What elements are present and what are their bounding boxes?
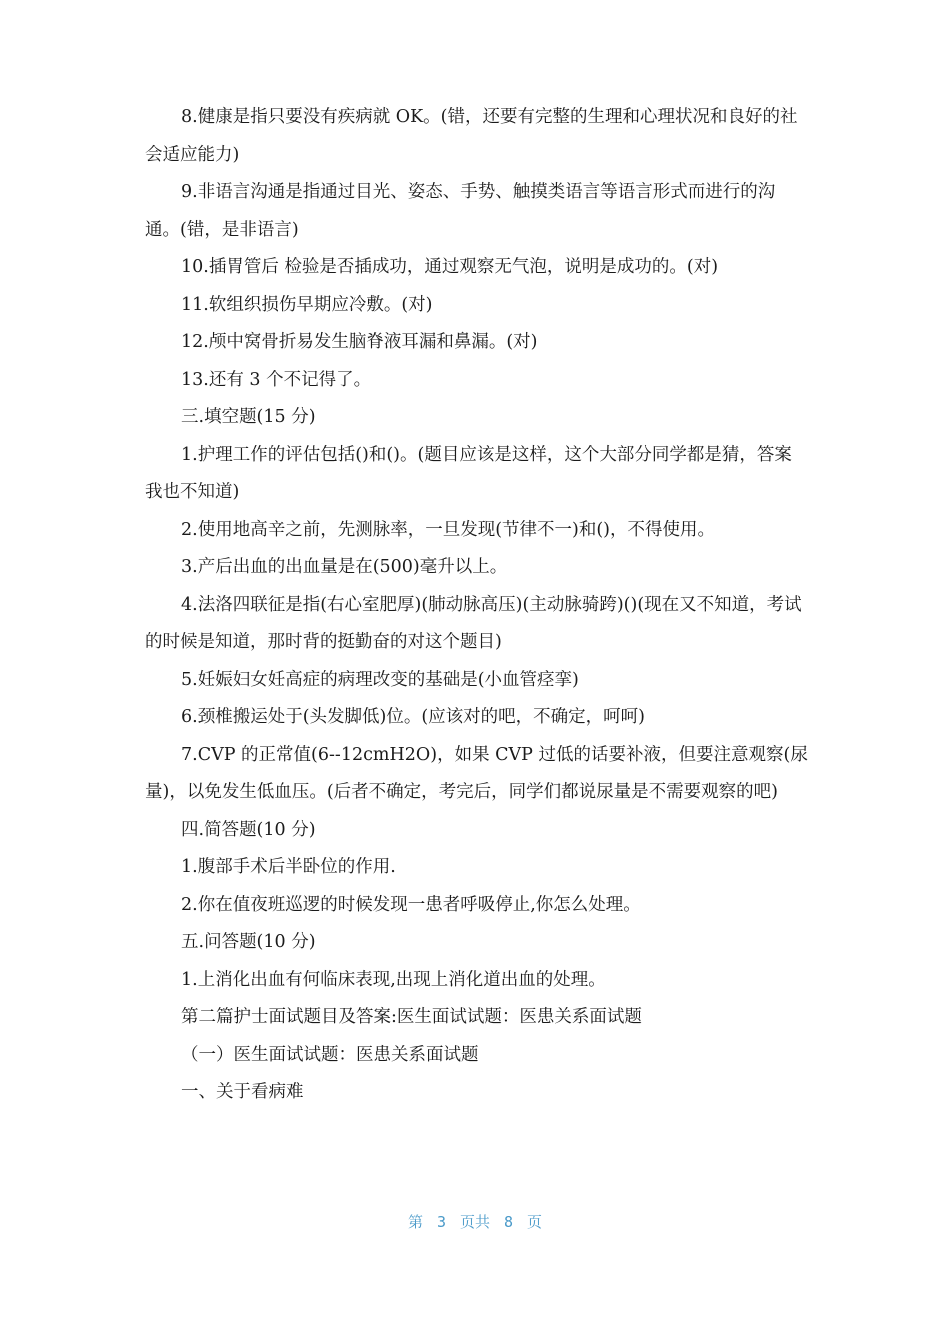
footer-word-di: 第 xyxy=(407,1213,423,1231)
paragraph-fill-in-2: 2.使用地高辛之前，先测脉率，一旦发现(节律不一)和()，不得使用。 xyxy=(181,519,716,540)
section-heading-short-answer: 四.简答题(10 分) xyxy=(181,819,316,840)
paragraph-true-false-11: 11.软组织损伤早期应冷敷。(对) xyxy=(181,294,433,315)
footer-page-total: 8 xyxy=(504,1213,514,1231)
footer-page-current: 3 xyxy=(436,1213,446,1231)
paragraph-subsection-1: （一）医生面试试题：医患关系面试题 xyxy=(181,1044,479,1065)
paragraph-short-answer-1: 1.腹部手术后半卧位的作用. xyxy=(181,857,396,877)
paragraph-true-false-9: 9.非语言沟通是指通过目光、姿态、手势、触摸类语言等语言形式而进行的沟通。(错，是非语言) xyxy=(145,182,776,240)
paragraph-fill-in-7: 7.CVP 的正常值(6--12cmH2O)，如果 CVP 过低的话要补液，但要注意观察(尿量)，以免发生低血压。(后者不确定，考完后，同学们都说尿量是不需要观察的吧) xyxy=(145,744,808,802)
paragraph-questions-1: 1.上消化出血有何临床表现,出现上消化道出血的处理。 xyxy=(181,969,606,990)
paragraph-true-false-13: 13.还有 3 个不记得了。 xyxy=(181,369,372,390)
paragraph-short-answer-2: 2.你在值夜班巡逻的时候发现一患者呼吸停止,你怎么处理。 xyxy=(181,894,641,915)
paragraph-true-false-12: 12.颅中窝骨折易发生脑脊液耳漏和鼻漏。(对) xyxy=(181,332,538,352)
section-heading-fill-in: 三.填空题(15 分) xyxy=(181,407,316,427)
document-body xyxy=(145,99,809,1112)
paragraph-true-false-10: 10.插胃管后 检验是否插成功，通过观察无气泡，说明是成功的。(对) xyxy=(181,257,719,277)
paragraph-fill-in-5: 5.妊娠妇女妊高症的病理改变的基础是(小血管痉挛) xyxy=(181,669,579,690)
footer-word-ye-gong: 页共 xyxy=(459,1213,490,1231)
page-footer xyxy=(0,1211,950,1232)
paragraph-second-article-title: 第二篇护士面试题目及答案:医生面试试题：医患关系面试题 xyxy=(181,1007,642,1027)
paragraph-fill-in-1: 1.护理工作的评估包括()和()。(题目应该是这样，这个大部分同学都是猜，答案我也不知道) xyxy=(145,444,792,502)
paragraph-fill-in-6: 6.颈椎搬运处于(头发脚低)位。(应该对的吧，不确定，呵呵) xyxy=(181,707,646,727)
paragraph-fill-in-3: 3.产后出血的出血量是在(500)毫升以上。 xyxy=(181,557,508,577)
footer-word-ye: 页 xyxy=(527,1213,543,1231)
paragraph-fill-in-4: 4.法洛四联征是指(右心室肥厚)(肺动脉高压)(主动脉骑跨)()(现在又不知道，考试的时候是知道，那时背的挺勤奋的对这个题目) xyxy=(145,594,802,652)
section-heading-questions: 五.问答题(10 分) xyxy=(181,932,316,952)
paragraph-subsection-heading: 一、关于看病难 xyxy=(181,1082,304,1102)
paragraph-true-false-8: 8.健康是指只要没有疾病就 OK。(错，还要有完整的生理和心理状况和良好的社会适应能力) xyxy=(145,107,798,165)
